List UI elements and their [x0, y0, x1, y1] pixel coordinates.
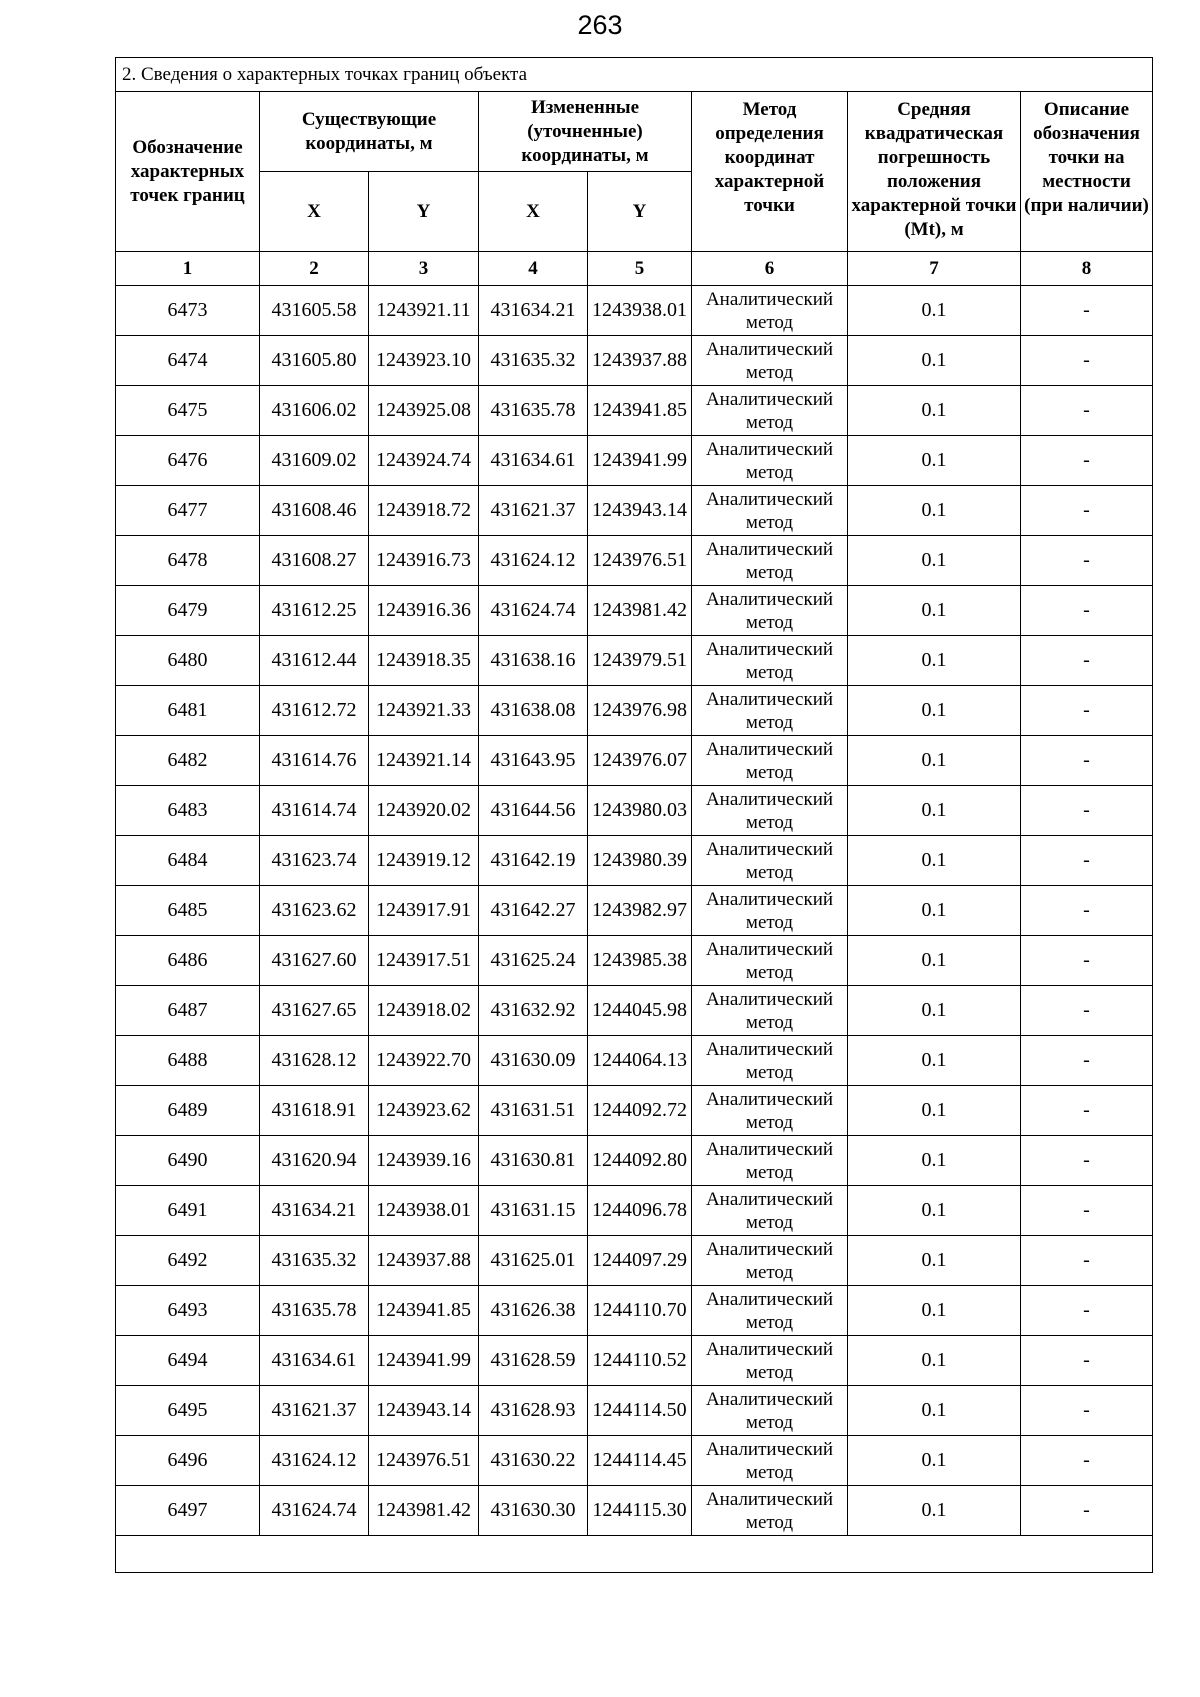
table-row [116, 1486, 1153, 1536]
cell-changed-x: 431624.74 [479, 586, 588, 636]
cell-changed-x: 431630.81 [479, 1136, 588, 1186]
cell-changed-x: 431621.37 [479, 486, 588, 536]
cell-changed-x: 431642.19 [479, 836, 588, 886]
cell-mean-error: 0.1 [848, 936, 1021, 986]
table-row [116, 886, 1153, 936]
cell-method: Аналитический метод [692, 1236, 848, 1286]
cell-method: Аналитический метод [692, 1486, 848, 1536]
cell-changed-y: 1243981.42 [588, 586, 692, 636]
cell-existing-x: 431635.78 [260, 1286, 369, 1336]
cell-existing-x: 431621.37 [260, 1386, 369, 1436]
cell-existing-y: 1243925.08 [369, 386, 479, 436]
cell-changed-x: 431638.16 [479, 636, 588, 686]
header-mean-error: Средняя квадратическая погрешность положения характерной точки (Mt), м [848, 92, 1021, 252]
table-row [116, 1386, 1153, 1436]
cell-point-id: 6488 [116, 1036, 260, 1086]
cell-method: Аналитический метод [692, 1386, 848, 1436]
cell-changed-y: 1243943.14 [588, 486, 692, 536]
cell-description: - [1021, 1286, 1153, 1336]
cell-method: Аналитический метод [692, 586, 848, 636]
cell-changed-x: 431631.51 [479, 1086, 588, 1136]
cell-description: - [1021, 1436, 1153, 1486]
cell-changed-x: 431624.12 [479, 536, 588, 586]
cell-method: Аналитический метод [692, 686, 848, 736]
table-row [116, 1286, 1153, 1336]
cell-method: Аналитический метод [692, 1086, 848, 1136]
cell-changed-x: 431644.56 [479, 786, 588, 836]
cell-changed-x: 431630.30 [479, 1486, 588, 1536]
table-row [116, 686, 1153, 736]
cell-existing-x: 431627.65 [260, 986, 369, 1036]
cell-description: - [1021, 1336, 1153, 1386]
cell-description: - [1021, 336, 1153, 386]
cell-existing-x: 431606.02 [260, 386, 369, 436]
table-row [116, 1136, 1153, 1186]
cell-existing-y: 1243938.01 [369, 1186, 479, 1236]
table-row [116, 736, 1153, 786]
cell-point-id: 6481 [116, 686, 260, 736]
table-row [116, 936, 1153, 986]
column-number: 2 [260, 252, 369, 286]
table-row [116, 1236, 1153, 1286]
cell-existing-x: 431612.25 [260, 586, 369, 636]
cell-point-id: 6484 [116, 836, 260, 886]
cell-point-id: 6476 [116, 436, 260, 486]
column-number: 6 [692, 252, 848, 286]
cell-changed-y: 1244114.45 [588, 1436, 692, 1486]
cell-method: Аналитический метод [692, 1286, 848, 1336]
cell-changed-y: 1243976.07 [588, 736, 692, 786]
cell-existing-x: 431624.12 [260, 1436, 369, 1486]
cell-mean-error: 0.1 [848, 1136, 1021, 1186]
cell-method: Аналитический метод [692, 1336, 848, 1386]
table-row [116, 286, 1153, 336]
cell-method: Аналитический метод [692, 1436, 848, 1486]
cell-existing-x: 431620.94 [260, 1136, 369, 1186]
column-number: 8 [1021, 252, 1153, 286]
cell-point-id: 6474 [116, 336, 260, 386]
cell-description: - [1021, 1036, 1153, 1086]
empty-footer-cell [116, 1536, 1153, 1573]
cell-changed-x: 431635.32 [479, 336, 588, 386]
cell-description: - [1021, 536, 1153, 586]
cell-existing-y: 1243922.70 [369, 1036, 479, 1086]
column-number: 5 [588, 252, 692, 286]
cell-existing-y: 1243918.35 [369, 636, 479, 686]
cell-mean-error: 0.1 [848, 786, 1021, 836]
cell-existing-x: 431614.76 [260, 736, 369, 786]
cell-changed-x: 431632.92 [479, 986, 588, 1036]
column-number: 7 [848, 252, 1021, 286]
header-changed-coordinates: Измененные (уточненные) координаты, м [479, 92, 692, 172]
cell-mean-error: 0.1 [848, 436, 1021, 486]
header-method: Метод определения координат характерной точки [692, 92, 848, 252]
cell-description: - [1021, 786, 1153, 836]
cell-method: Аналитический метод [692, 736, 848, 786]
table-row [116, 986, 1153, 1036]
cell-point-id: 6497 [116, 1486, 260, 1536]
table-caption: 2. Сведения о характерных точках границ объекта [116, 58, 1153, 92]
cell-existing-y: 1243920.02 [369, 786, 479, 836]
header-point-designation: Обозначение характерных точек границ [116, 92, 260, 252]
cell-method: Аналитический метод [692, 1036, 848, 1086]
cell-changed-x: 431628.59 [479, 1336, 588, 1386]
cell-mean-error: 0.1 [848, 536, 1021, 586]
cell-point-id: 6494 [116, 1336, 260, 1386]
cell-changed-y: 1243980.39 [588, 836, 692, 886]
cell-existing-y: 1243917.91 [369, 886, 479, 936]
column-number-row [116, 252, 1153, 286]
cell-existing-y: 1243918.72 [369, 486, 479, 536]
cell-point-id: 6478 [116, 536, 260, 586]
cell-changed-y: 1243980.03 [588, 786, 692, 836]
cell-point-id: 6477 [116, 486, 260, 536]
cell-description: - [1021, 286, 1153, 336]
cell-existing-y: 1243941.85 [369, 1286, 479, 1336]
cell-method: Аналитический метод [692, 386, 848, 436]
cell-mean-error: 0.1 [848, 586, 1021, 636]
cell-description: - [1021, 1136, 1153, 1186]
cell-existing-x: 431605.80 [260, 336, 369, 386]
cell-changed-y: 1244064.13 [588, 1036, 692, 1086]
cell-existing-y: 1243916.73 [369, 536, 479, 586]
cell-point-id: 6479 [116, 586, 260, 636]
table-row [116, 836, 1153, 886]
cell-point-id: 6487 [116, 986, 260, 1036]
cell-existing-y: 1243921.33 [369, 686, 479, 736]
cell-method: Аналитический метод [692, 836, 848, 886]
cell-existing-y: 1243939.16 [369, 1136, 479, 1186]
cell-existing-x: 431618.91 [260, 1086, 369, 1136]
cell-mean-error: 0.1 [848, 986, 1021, 1036]
cell-mean-error: 0.1 [848, 686, 1021, 736]
cell-description: - [1021, 936, 1153, 986]
cell-point-id: 6483 [116, 786, 260, 836]
cell-changed-x: 431625.24 [479, 936, 588, 986]
cell-description: - [1021, 1236, 1153, 1286]
cell-point-id: 6473 [116, 286, 260, 336]
page-number: 263 [577, 10, 623, 40]
cell-mean-error: 0.1 [848, 836, 1021, 886]
cell-changed-x: 431638.08 [479, 686, 588, 736]
header-changed-y: Y [588, 172, 692, 252]
cell-description: - [1021, 836, 1153, 886]
cell-changed-x: 431635.78 [479, 386, 588, 436]
cell-existing-y: 1243918.02 [369, 986, 479, 1036]
cell-mean-error: 0.1 [848, 286, 1021, 336]
cell-changed-y: 1244110.70 [588, 1286, 692, 1336]
cell-changed-x: 431628.93 [479, 1386, 588, 1436]
cell-mean-error: 0.1 [848, 1186, 1021, 1236]
cell-method: Аналитический метод [692, 536, 848, 586]
boundary-points-table [115, 57, 1153, 1573]
cell-description: - [1021, 636, 1153, 686]
cell-point-id: 6491 [116, 1186, 260, 1236]
cell-point-id: 6482 [116, 736, 260, 786]
cell-changed-y: 1243976.98 [588, 686, 692, 736]
cell-description: - [1021, 886, 1153, 936]
cell-changed-y: 1243937.88 [588, 336, 692, 386]
table-row [116, 336, 1153, 386]
cell-existing-x: 431614.74 [260, 786, 369, 836]
cell-changed-x: 431625.01 [479, 1236, 588, 1286]
cell-changed-y: 1243941.85 [588, 386, 692, 436]
cell-changed-x: 431634.21 [479, 286, 588, 336]
cell-point-id: 6485 [116, 886, 260, 936]
cell-description: - [1021, 686, 1153, 736]
cell-method: Аналитический метод [692, 486, 848, 536]
cell-description: - [1021, 736, 1153, 786]
cell-point-id: 6489 [116, 1086, 260, 1136]
cell-description: - [1021, 1486, 1153, 1536]
cell-description: - [1021, 986, 1153, 1036]
cell-existing-x: 431612.72 [260, 686, 369, 736]
cell-existing-x: 431608.27 [260, 536, 369, 586]
cell-existing-y: 1243923.10 [369, 336, 479, 386]
cell-point-id: 6490 [116, 1136, 260, 1186]
cell-mean-error: 0.1 [848, 1036, 1021, 1086]
table-row [116, 786, 1153, 836]
cell-method: Аналитический метод [692, 336, 848, 386]
cell-changed-x: 431643.95 [479, 736, 588, 786]
cell-mean-error: 0.1 [848, 486, 1021, 536]
cell-existing-x: 431634.61 [260, 1336, 369, 1386]
cell-existing-y: 1243924.74 [369, 436, 479, 486]
cell-method: Аналитический метод [692, 636, 848, 686]
cell-method: Аналитический метод [692, 1186, 848, 1236]
cell-changed-y: 1243976.51 [588, 536, 692, 586]
cell-existing-x: 431628.12 [260, 1036, 369, 1086]
column-number: 4 [479, 252, 588, 286]
cell-mean-error: 0.1 [848, 1486, 1021, 1536]
column-number: 1 [116, 252, 260, 286]
cell-point-id: 6486 [116, 936, 260, 986]
empty-footer-row [116, 1536, 1153, 1573]
table-row [116, 1336, 1153, 1386]
cell-mean-error: 0.1 [848, 636, 1021, 686]
cell-mean-error: 0.1 [848, 886, 1021, 936]
table-row [116, 1186, 1153, 1236]
cell-description: - [1021, 386, 1153, 436]
cell-existing-x: 431623.62 [260, 886, 369, 936]
cell-mean-error: 0.1 [848, 1336, 1021, 1386]
cell-changed-y: 1244045.98 [588, 986, 692, 1036]
cell-existing-y: 1243919.12 [369, 836, 479, 886]
cell-existing-x: 431612.44 [260, 636, 369, 686]
cell-existing-x: 431623.74 [260, 836, 369, 886]
cell-existing-y: 1243941.99 [369, 1336, 479, 1386]
cell-changed-y: 1244092.72 [588, 1086, 692, 1136]
cell-mean-error: 0.1 [848, 1386, 1021, 1436]
cell-mean-error: 0.1 [848, 1236, 1021, 1286]
cell-existing-y: 1243937.88 [369, 1236, 479, 1286]
column-number: 3 [369, 252, 479, 286]
cell-method: Аналитический метод [692, 936, 848, 986]
cell-existing-y: 1243943.14 [369, 1386, 479, 1436]
cell-changed-x: 431626.38 [479, 1286, 588, 1336]
table-row [116, 586, 1153, 636]
cell-method: Аналитический метод [692, 886, 848, 936]
cell-mean-error: 0.1 [848, 336, 1021, 386]
cell-description: - [1021, 1386, 1153, 1436]
cell-changed-y: 1243941.99 [588, 436, 692, 486]
cell-mean-error: 0.1 [848, 1286, 1021, 1336]
cell-description: - [1021, 436, 1153, 486]
cell-existing-x: 431635.32 [260, 1236, 369, 1286]
table-row [116, 386, 1153, 436]
cell-changed-y: 1244114.50 [588, 1386, 692, 1436]
cell-changed-x: 431630.09 [479, 1036, 588, 1086]
cell-existing-y: 1243917.51 [369, 936, 479, 986]
cell-point-id: 6493 [116, 1286, 260, 1336]
cell-changed-x: 431642.27 [479, 886, 588, 936]
cell-existing-x: 431605.58 [260, 286, 369, 336]
cell-changed-x: 431630.22 [479, 1436, 588, 1486]
cell-point-id: 6496 [116, 1436, 260, 1486]
cell-existing-x: 431627.60 [260, 936, 369, 986]
cell-existing-y: 1243923.62 [369, 1086, 479, 1136]
cell-existing-y: 1243981.42 [369, 1486, 479, 1536]
cell-description: - [1021, 586, 1153, 636]
cell-changed-x: 431631.15 [479, 1186, 588, 1236]
header-existing-coordinates: Существующие координаты, м [260, 92, 479, 172]
cell-existing-x: 431634.21 [260, 1186, 369, 1236]
table-row [116, 1086, 1153, 1136]
header-existing-x: X [260, 172, 369, 252]
cell-changed-y: 1244092.80 [588, 1136, 692, 1186]
cell-changed-y: 1243985.38 [588, 936, 692, 986]
cell-existing-x: 431624.74 [260, 1486, 369, 1536]
cell-changed-x: 431634.61 [479, 436, 588, 486]
cell-method: Аналитический метод [692, 1136, 848, 1186]
cell-method: Аналитический метод [692, 286, 848, 336]
cell-existing-y: 1243921.11 [369, 286, 479, 336]
cell-description: - [1021, 1086, 1153, 1136]
cell-method: Аналитический метод [692, 786, 848, 836]
cell-changed-y: 1244096.78 [588, 1186, 692, 1236]
table-row [116, 436, 1153, 486]
cell-mean-error: 0.1 [848, 386, 1021, 436]
table-row [116, 636, 1153, 686]
table-row [116, 536, 1153, 586]
cell-existing-y: 1243916.36 [369, 586, 479, 636]
cell-changed-y: 1243938.01 [588, 286, 692, 336]
cell-point-id: 6475 [116, 386, 260, 436]
cell-existing-y: 1243921.14 [369, 736, 479, 786]
cell-changed-y: 1244097.29 [588, 1236, 692, 1286]
cell-point-id: 6480 [116, 636, 260, 686]
header-existing-y: Y [369, 172, 479, 252]
table-row [116, 486, 1153, 536]
cell-point-id: 6492 [116, 1236, 260, 1286]
table-row [116, 1036, 1153, 1086]
header-changed-x: X [479, 172, 588, 252]
cell-point-id: 6495 [116, 1386, 260, 1436]
table-body [116, 286, 1153, 1536]
cell-changed-y: 1244115.30 [588, 1486, 692, 1536]
cell-existing-x: 431608.46 [260, 486, 369, 536]
cell-changed-y: 1243979.51 [588, 636, 692, 686]
cell-changed-y: 1243982.97 [588, 886, 692, 936]
cell-existing-x: 431609.02 [260, 436, 369, 486]
header-description: Описание обозначения точки на местности (при наличии) [1021, 92, 1153, 252]
cell-method: Аналитический метод [692, 986, 848, 1036]
cell-method: Аналитический метод [692, 436, 848, 486]
cell-description: - [1021, 486, 1153, 536]
cell-mean-error: 0.1 [848, 736, 1021, 786]
cell-mean-error: 0.1 [848, 1086, 1021, 1136]
cell-existing-y: 1243976.51 [369, 1436, 479, 1486]
cell-mean-error: 0.1 [848, 1436, 1021, 1486]
cell-description: - [1021, 1186, 1153, 1236]
cell-changed-y: 1244110.52 [588, 1336, 692, 1386]
table-row [116, 1436, 1153, 1486]
